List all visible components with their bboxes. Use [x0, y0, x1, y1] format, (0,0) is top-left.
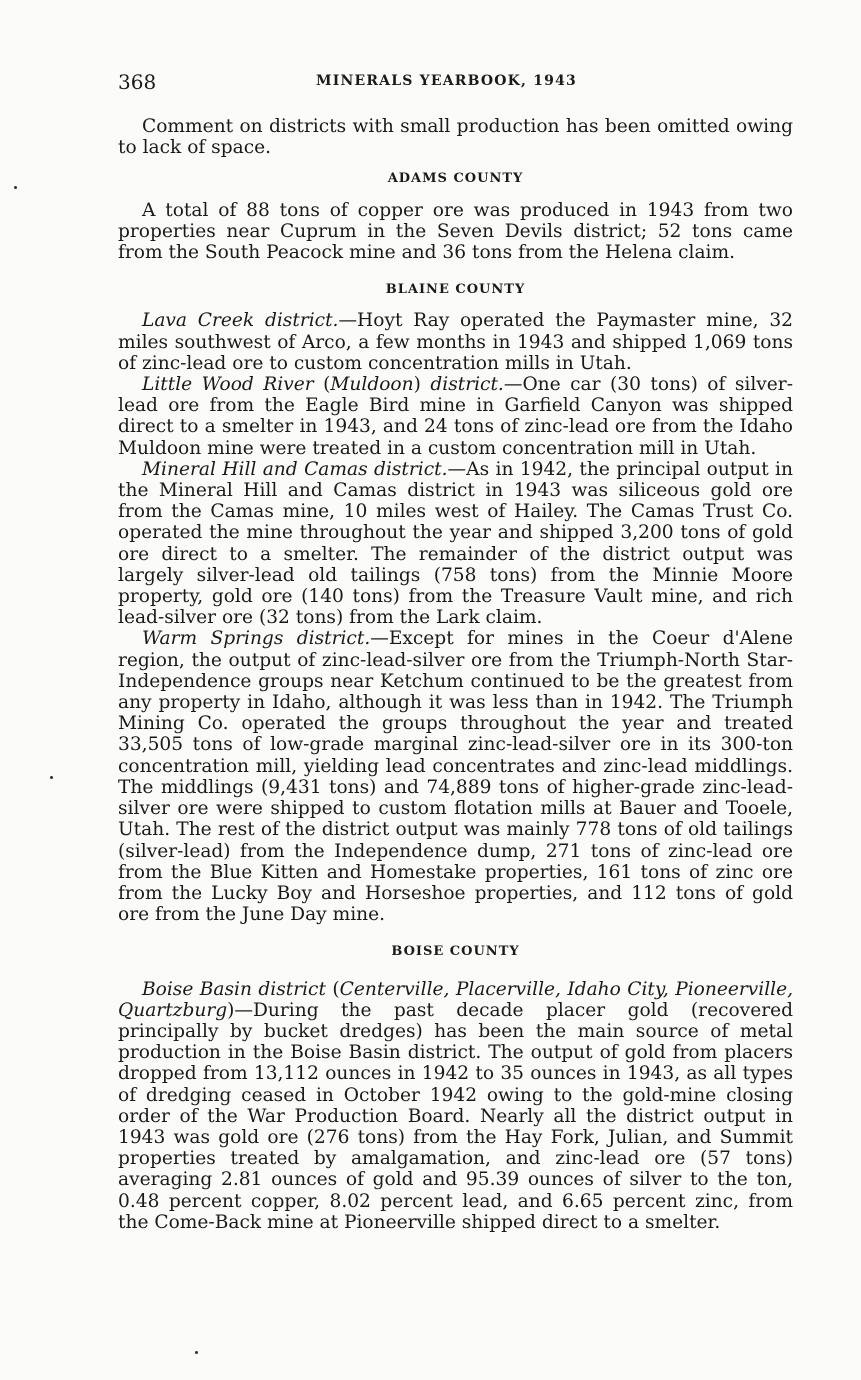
blaine-county-heading: BLAINE COUNTY: [385, 282, 526, 298]
page-number: 368: [118, 70, 157, 94]
little-wood-district-word: district.: [430, 374, 504, 396]
lava-creek-paragraph: [118, 310, 793, 374]
adams-county-heading: ADAMS COUNTY: [387, 171, 524, 187]
scan-speck: [195, 1351, 198, 1354]
warm-springs-text: —Except for mines in the Coeur d'Alene region, the output of zinc-lead-silver ore from the Triumph-North Star-Independence groups near Ketchum continued to be the greatest from any property in Idaho, although it was less than in 1942. The Triumph Mining Co. operated the groups throughout the year and treated 33,505 tons of low-grade marginal zinc-lead-silver ore in its 300-ton concentration mill, yielding lead concentrates and zinc-lead middlings. The middlings (9,431 tons) and 74,889 tons of higher-grade zinc-lead-silver ore were shipped to custom flotation mills at Bauer and Tooele, Utah. The rest of the district output was mainly 778 tons of old tailings (silver-lead) from the Independence dump, 271 tons of zinc-lead ore from the Blue Kitten and Homestake properties, 161 tons of zinc ore from the Lucky Boy and Horseshoe properties, and 112 tons of gold ore from the June Day mine.: [118, 628, 793, 926]
little-wood-river-text: —One car (30 tons) of silver-lead ore from the Eagle Bird mine in Garfield Canyon was shipped direct to a smelter in 1943, and 24 tons of zinc-lead ore from the Idaho Muldoon mine were treated in a custom concentration mill in Utah.: [118, 374, 793, 459]
boise-basin-paragraph: Boise Basin district (Centerville, Placerville, Idaho City, Pioneerville, Quartzburg)—During the past decade placer gold (recovered principally by bucket dredges) has been the main source of metal production in the Boise Basin district. The output of gold from placers dropped from 13,112 ounces in 1942 to 35 ounces in 1943, as all types of dredging ceased in October 1942 owing to the gold-mine closing order of the War Production Board. Nearly all the district output in 1943 was gold ore (276 tons) from the Hay Fork, Julian, and Summit properties treated by amalgamation, and zinc-lead ore (57 tons) averaging 2.81 ounces of gold and 95.39 ounces of silver to the ton, 0.48 percent copper, 8.02 percent lead, and 6.65 percent zinc, from the Come-Back mine at Pioneerville shipped direct to a smelter.: [118, 978, 794, 1233]
little-wood-river-paragraph: Little Wood River (Muldoon) district.—One car (30 tons) of silver-lead ore from the Eagle Bird mine in Garfield Canyon was shipped direct to a smelter in 1943, and 24 tons of zinc-lead ore from the Idaho Muldoon mine were treated in a custom concentration mill in Utah.: [118, 374, 793, 459]
boise-county-heading: BOISE COUNTY: [391, 944, 520, 960]
boise-basin-title: Boise Basin district: [142, 978, 326, 1000]
little-wood-river-title: Little Wood River: [142, 374, 314, 396]
scan-speck: [50, 776, 53, 779]
intro-paragraph: Comment on districts with small production has been omitted owing to lack of space.: [118, 116, 793, 159]
lava-creek-text: —Hoyt Ray operated the Paymaster mine, 32 miles southwest of Arco, a few months in 1943 and shipped 1,069 tons of zinc-lead ore to custom concentration mills in Utah.: [118, 310, 793, 374]
boise-basin-places: Centerville, Placerville, Idaho City, Pioneerville, Quartzburg: [118, 978, 794, 1021]
scan-speck: [14, 186, 17, 189]
mineral-hill-paragraph: [118, 459, 793, 629]
running-head: MINERALS YEARBOOK, 1943: [316, 73, 577, 89]
mineral-hill-title: Mineral Hill and Camas district.: [142, 458, 448, 480]
body-text: [118, 116, 793, 1233]
lava-creek-title: Lava Creek district.: [142, 310, 339, 332]
muldoon-title: Muldoon: [330, 374, 414, 396]
mineral-hill-text: —As in 1942, the principal output in the Mineral Hill and Camas district in 1943 was siliceous gold ore from the Camas mine, 10 miles west of Hailey. The Camas Trust Co. operated the mine throughout the year and shipped 3,200 tons of gold ore direct to a smelter. The remainder of the district output was largely silver-lead old tailings (758 tons) from the Minnie Moore property, gold ore (140 tons) from the Treasure Vault mine, and rich lead-silver ore (32 tons) from the Lark claim.: [118, 458, 793, 629]
adams-paragraph: A total of 88 tons of copper ore was produced in 1943 from two properties near Cuprum in the Seven Devils district; 52 tons came from the South Peacock mine and 36 tons from the Helena claim.: [118, 199, 793, 264]
warm-springs-paragraph: [118, 628, 793, 925]
page-header: [118, 70, 793, 96]
warm-springs-title: Warm Springs district.: [142, 628, 371, 650]
boise-basin-text: —During the past decade placer gold (recovered principally by bucket dredges) has been the main source of metal production in the Boise Basin district. The output of gold from placers dropped from 13,112 ounces in 1942 to 35 ounces in 1943, as all types of dredging ceased in October 1942 owing to the gold-mine closing order of the War Production Board. Nearly all the district output in 1943 was gold ore (276 tons) from the Hay Fork, Julian, and Summit properties treated by amalgamation, and zinc-lead ore (57 tons) averaging 2.81 ounces of gold and 95.39 ounces of silver to the ton, 0.48 percent copper, 8.02 percent lead, and 6.65 percent zinc, from the Come-Back mine at Pioneerville shipped direct to a smelter.: [118, 999, 793, 1233]
